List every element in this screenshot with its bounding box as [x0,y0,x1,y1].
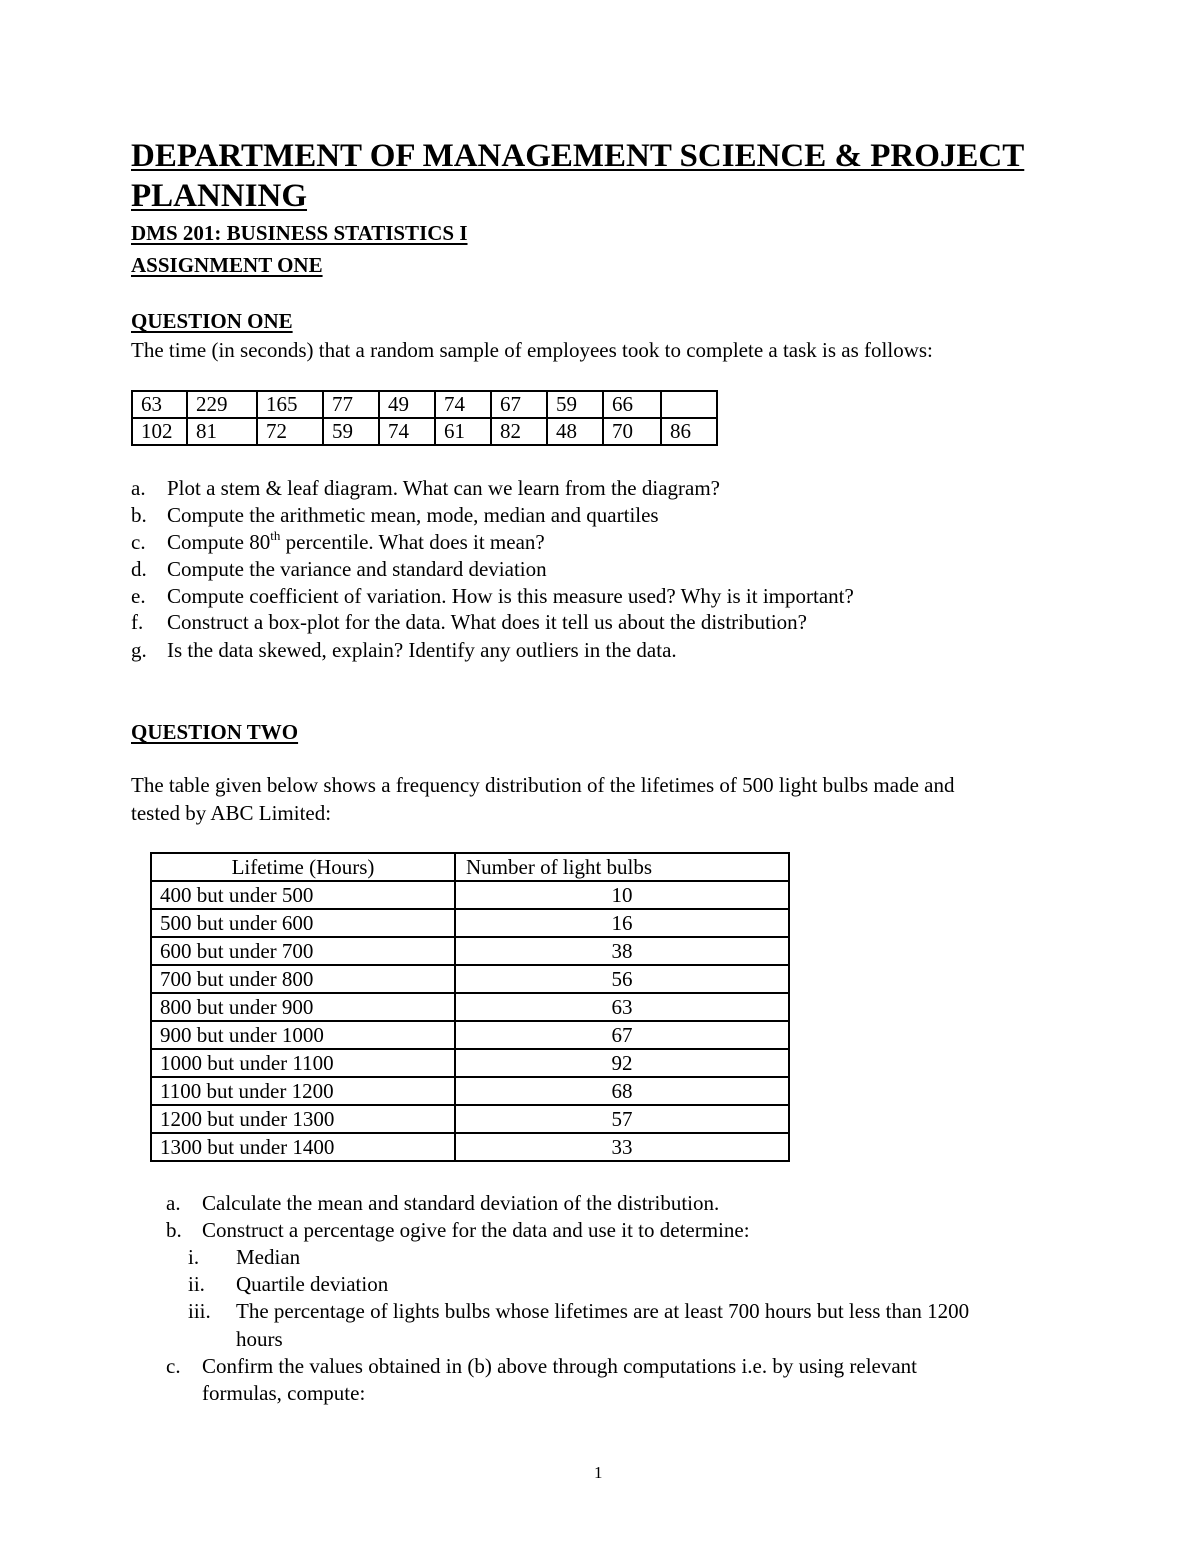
lifetime-cell: 1200 but under 1300 [151,1105,455,1133]
item-text: Quartile deviation [236,1272,389,1296]
count-cell: 92 [455,1049,789,1077]
item-text: Is the data skewed, explain? Identify any outliers in the data. [167,638,677,662]
data-cell: 86 [661,418,717,445]
item-label: c. [131,530,146,554]
table-row [151,1105,789,1133]
item-label: c. [166,1354,181,1378]
q2-item-c [166,1356,917,1377]
item-text: Confirm the values obtained in (b) above through computations i.e. by using relevant [202,1354,918,1378]
table-row [151,937,789,965]
data-cell: 81 [187,418,257,445]
data-cell: 165 [257,391,323,418]
question-one-data-table [131,390,718,446]
data-cell: 61 [435,418,491,445]
q2-item-a [166,1193,719,1214]
data-row [132,418,717,445]
item-text: Construct a box-plot for the data. What does it tell us about the distribution? [167,610,807,634]
q2-item-b [166,1220,750,1241]
count-cell: 67 [455,1021,789,1049]
lifetime-cell: 500 but under 600 [151,909,455,937]
department-title-line1: DEPARTMENT OF MANAGEMENT SCIENCE & PROJECT [131,138,1025,174]
item-label: a. [131,476,146,500]
data-cell: 48 [547,418,603,445]
assignment-title: ASSIGNMENT ONE [131,253,323,277]
q2-sub-item-iii [188,1301,969,1322]
q2-sub-item-ii [188,1274,388,1295]
data-cell: 59 [323,418,379,445]
item-label: i. [188,1245,200,1269]
table-row [151,909,789,937]
item-text: Compute the arithmetic mean, mode, median and quartiles [167,503,659,527]
q2-sub-item-i [188,1247,300,1268]
question-two-intro-line1: The table given below shows a frequency distribution of the lifetimes of 500 light bulbs made and [131,773,955,797]
question-one-intro: The time (in seconds) that a random sample of employees took to complete a task is as follows: [131,338,933,362]
q1-item-c [131,528,545,554]
q1-item-b [131,505,659,526]
question-one-heading: QUESTION ONE [131,309,293,333]
question-two-heading: QUESTION TWO [131,720,299,744]
lifetime-cell: 800 but under 900 [151,993,455,1021]
item-text: Compute the variance and standard deviation [167,557,547,581]
item-label: ii. [188,1272,205,1296]
column-header-count: Number of light bulbs [455,853,789,881]
table-row [151,993,789,1021]
item-text: Compute coefficient of variation. How is this measure used? Why is it important? [167,584,854,608]
data-cell: 59 [547,391,603,418]
item-label: iii. [188,1299,211,1323]
data-cell: 66 [603,391,661,418]
item-text: Construct a percentage ogive for the data and use it to determine: [202,1218,750,1242]
count-cell: 56 [455,965,789,993]
table-row [151,1049,789,1077]
table-row [151,1133,789,1161]
lifetime-cell: 400 but under 500 [151,881,455,909]
column-header-lifetime: Lifetime (Hours) [151,853,455,881]
q1-item-g [131,640,677,661]
count-cell: 63 [455,993,789,1021]
data-cell: 82 [491,418,547,445]
data-cell: 74 [379,418,435,445]
table-row [151,965,789,993]
lifetime-cell: 600 but under 700 [151,937,455,965]
data-cell: 72 [257,418,323,445]
question-two-intro-line2: tested by ABC Limited: [131,801,332,825]
q2-item-c-continuation: formulas, compute: [202,1381,366,1405]
data-cell: 102 [132,418,187,445]
count-cell: 16 [455,909,789,937]
item-text: Plot a stem & leaf diagram. What can we learn from the diagram? [167,476,720,500]
q1-item-d [131,559,547,580]
frequency-table [150,852,790,1162]
lifetime-cell: 1100 but under 1200 [151,1077,455,1105]
table-row [151,1077,789,1105]
superscript: th [270,528,281,543]
q2-sub-item-iii-continuation: hours [236,1327,283,1351]
course-title: DMS 201: BUSINESS STATISTICS I [131,221,468,245]
count-cell: 33 [455,1133,789,1161]
data-cell: 229 [187,391,257,418]
lifetime-cell: 1300 but under 1400 [151,1133,455,1161]
item-text: Median [236,1245,301,1269]
item-label: e. [131,584,146,608]
item-label: g. [131,638,147,662]
data-cell: 74 [435,391,491,418]
count-cell: 57 [455,1105,789,1133]
data-cell [661,391,717,418]
item-label: d. [131,557,147,581]
item-text: Compute 80 [167,530,271,554]
table-header-row [151,853,789,881]
department-title-line2: PLANNING [131,178,308,214]
count-cell: 68 [455,1077,789,1105]
count-cell: 10 [455,881,789,909]
lifetime-cell: 1000 but under 1100 [151,1049,455,1077]
data-cell: 67 [491,391,547,418]
item-label: b. [166,1218,182,1242]
lifetime-cell: 700 but under 800 [151,965,455,993]
data-cell: 63 [132,391,187,418]
page-number: 1 [594,1463,603,1482]
item-text: Calculate the mean and standard deviation of the distribution. [202,1191,720,1215]
count-cell: 38 [455,937,789,965]
item-text: percentile. What does it mean? [280,530,545,554]
item-label: a. [166,1191,181,1215]
table-row [151,1021,789,1049]
item-label: f. [131,610,144,634]
item-label: b. [131,503,147,527]
q1-item-a [131,478,720,499]
q1-item-e [131,586,854,607]
data-cell: 49 [379,391,435,418]
data-cell: 77 [323,391,379,418]
q1-item-f [131,612,807,633]
data-row [132,391,717,418]
lifetime-cell: 900 but under 1000 [151,1021,455,1049]
table-row [151,881,789,909]
data-cell: 70 [603,418,661,445]
item-text: The percentage of lights bulbs whose lifetimes are at least 700 hours but less than 1200 [236,1299,970,1323]
